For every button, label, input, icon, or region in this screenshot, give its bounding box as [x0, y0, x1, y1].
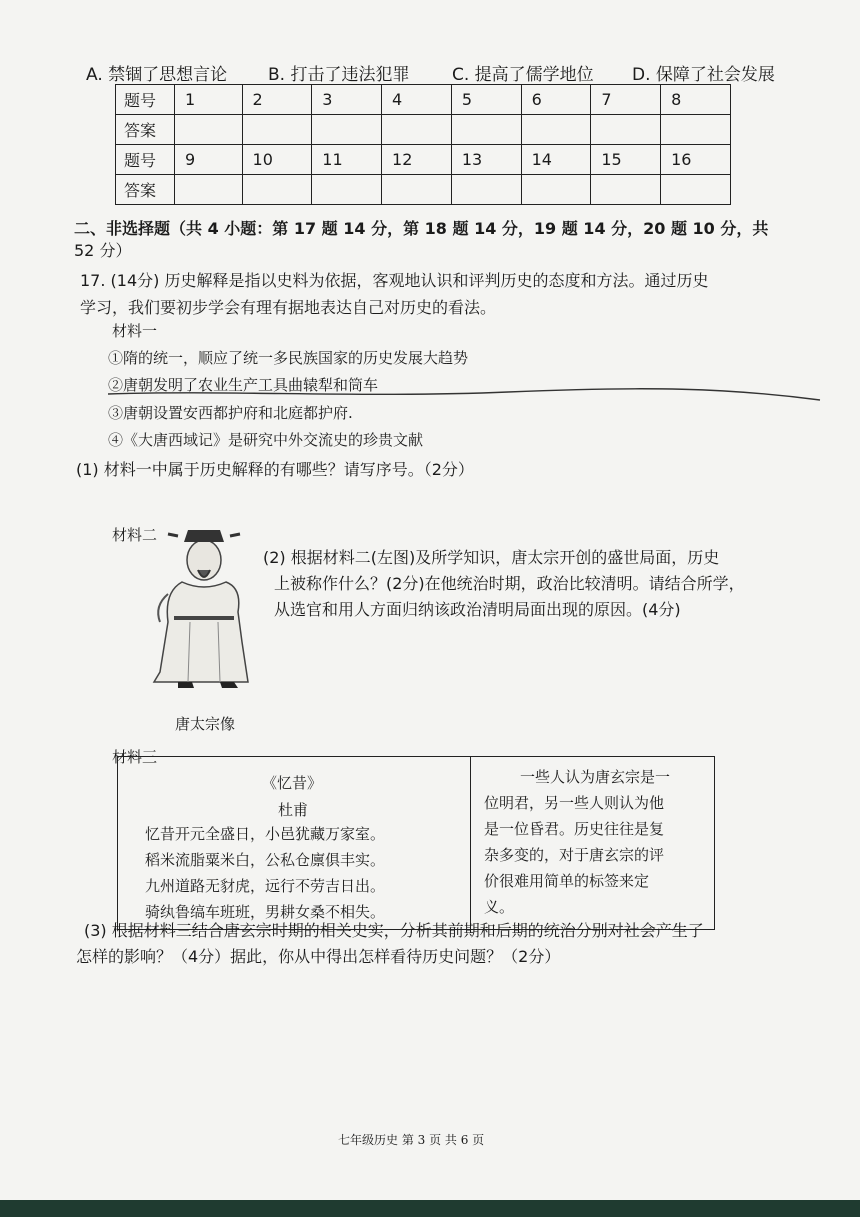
question-17-intro: 17. (14分) 历史解释是指以史料为依据，客观地认识和评判历史的态度和方法。通过历史: [80, 271, 709, 290]
question-3: (3) 根据材料三结合唐玄宗时期的相关史实，分析其前期和后期的统治分别对社会产生了: [84, 921, 704, 940]
material-1-item: ②唐朝发明了农业生产工具曲辕犁和筒车: [108, 376, 379, 394]
row-label: 答案: [116, 115, 175, 145]
answer-cell[interactable]: [661, 175, 731, 205]
row-label: 答案: [116, 175, 175, 205]
question-number: 8: [661, 85, 731, 115]
question-number: 11: [312, 145, 382, 175]
question-number: 6: [521, 85, 591, 115]
question-2-cont: 上被称作什么？(2分)在他统治时期，政治比较清明。请结合所学，: [274, 574, 745, 593]
question-number: 2: [242, 85, 312, 115]
answer-row: [116, 175, 731, 205]
poem-line: 忆昔开元全盛日，小邑犹藏万家室。: [145, 825, 386, 843]
question-number: 7: [591, 85, 661, 115]
question-17-intro-cont: 学习，我们要初步学会有理有据地表达自己对历史的看法。: [80, 298, 497, 317]
section-heading-cont: 52 分）: [74, 241, 132, 260]
material-1-item: ④《大唐西域记》是研究中外交流史的珍贵文献: [108, 431, 424, 449]
comment-line: 杂多变的，对于唐玄宗的评: [484, 846, 665, 864]
section-heading: 二、非选择题（共 4 小题：第 17 题 14 分，第 18 题 14 分，19 题 14 分，20 题 10 分，共: [74, 219, 769, 238]
question-number: 5: [451, 85, 521, 115]
answer-table: [115, 84, 731, 205]
answer-cell[interactable]: [591, 175, 661, 205]
comment-line: 是一位昏君。历史往往是复: [484, 820, 665, 838]
comment-line: 一些人认为唐玄宗是一: [520, 768, 671, 786]
option-a: A. 禁锢了思想言论: [86, 65, 228, 85]
poem-title: 《忆昔》: [262, 774, 323, 792]
question-number: 1: [175, 85, 242, 115]
answer-cell[interactable]: [451, 175, 521, 205]
poem-line: 稻米流脂粟米白，公私仓廪俱丰实。: [145, 851, 386, 869]
material-1-item: ③唐朝设置安西都护府和北庭都护府.: [108, 404, 353, 422]
option-c: C. 提高了儒学地位: [452, 65, 594, 85]
question-number-row: [116, 145, 731, 175]
answer-cell[interactable]: [382, 175, 452, 205]
question-number: 13: [451, 145, 521, 175]
question-3-cont: 怎样的影响？（4分）据此，你从中得出怎样看待历史问题？（2分）: [76, 947, 561, 966]
row-label: 题号: [116, 85, 175, 115]
question-number: 4: [382, 85, 452, 115]
portrait-caption: 唐太宗像: [175, 715, 236, 733]
poem-line: 九州道路无豺虎，远行不劳吉日出。: [145, 877, 386, 895]
answer-cell[interactable]: [175, 115, 242, 145]
question-number: 14: [521, 145, 591, 175]
poem-line: 骑纨鲁缟车班班，男耕女桑不相失。: [145, 903, 386, 921]
question-2: (2) 根据材料二(左图)及所学知识，唐太宗开创的盛世局面，历史: [263, 548, 720, 567]
emperor-portrait-image: [138, 522, 266, 692]
comment-line: 价很难用简单的标签来定: [484, 872, 650, 890]
question-number: 3: [312, 85, 382, 115]
answer-cell[interactable]: [521, 175, 591, 205]
answer-cell[interactable]: [661, 115, 731, 145]
question-number: 16: [661, 145, 731, 175]
page-bottom-edge: [0, 1200, 860, 1217]
option-d: D. 保障了社会发展: [632, 65, 775, 85]
page-footer: 七年级历史 第 3 页 共 6 页: [338, 1133, 485, 1147]
answer-cell[interactable]: [451, 115, 521, 145]
question-number: 9: [175, 145, 242, 175]
material-2-heading: 材料二: [112, 526, 158, 544]
question-2-cont: 从选官和用人方面归纳该政治清明局面出现的原因。(4分): [274, 600, 681, 619]
answer-cell[interactable]: [591, 115, 661, 145]
answer-row: [116, 115, 731, 145]
material-3-heading: 材料三: [112, 748, 158, 766]
question-number: 12: [382, 145, 452, 175]
comment-line: 位明君，另一些人则认为他: [484, 794, 665, 812]
question-1: (1) 材料一中属于历史解释的有哪些？请写序号。（2分）: [76, 460, 474, 479]
material-1-item: ①隋的统一，顺应了统一多民族国家的历史发展大趋势: [108, 349, 469, 367]
material-1-heading: 材料一: [112, 322, 158, 340]
box-divider: [470, 757, 471, 929]
option-b: B. 打击了违法犯罪: [268, 65, 410, 85]
answer-cell[interactable]: [521, 115, 591, 145]
row-label: 题号: [116, 145, 175, 175]
question-number: 15: [591, 145, 661, 175]
question-number-row: [116, 85, 731, 115]
answer-cell[interactable]: [312, 175, 382, 205]
poem-author: 杜甫: [278, 801, 309, 819]
pen-stroke: [108, 386, 828, 408]
comment-line: 义。: [484, 898, 515, 916]
question-number: 10: [242, 145, 312, 175]
answer-cell[interactable]: [175, 175, 242, 205]
answer-cell[interactable]: [382, 115, 452, 145]
answer-cell[interactable]: [242, 175, 312, 205]
answer-cell[interactable]: [242, 115, 312, 145]
answer-cell[interactable]: [312, 115, 382, 145]
